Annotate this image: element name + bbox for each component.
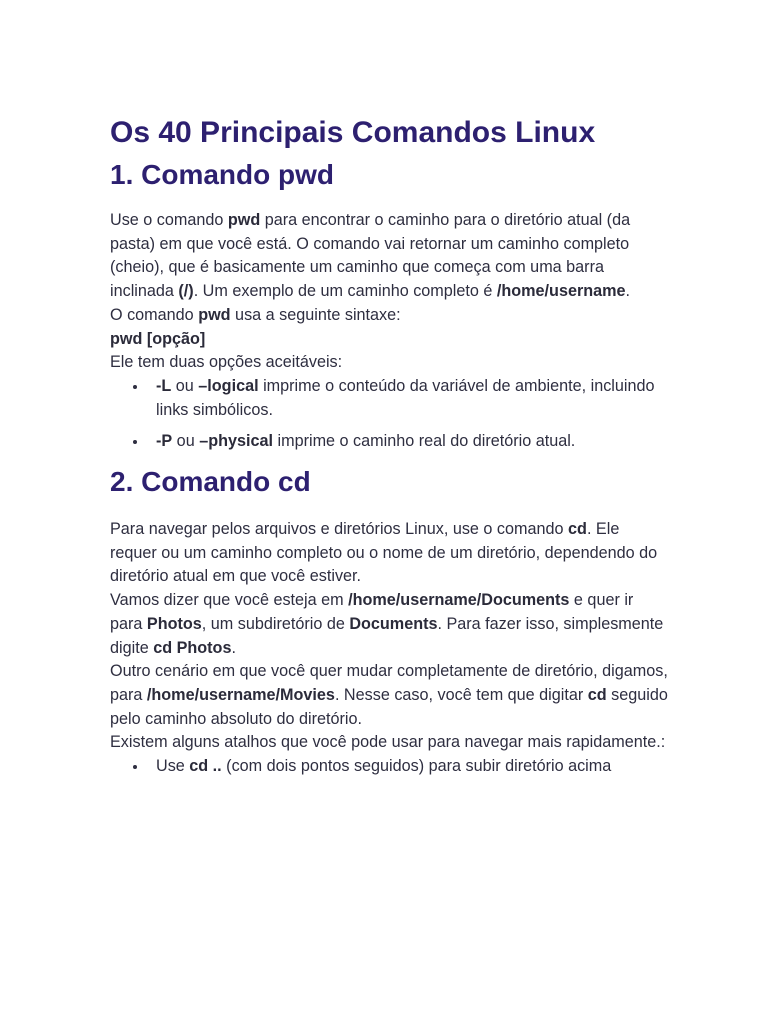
page-title: Os 40 Principais Comandos Linux	[110, 116, 596, 149]
pwd-command-term: pwd	[198, 305, 231, 324]
cd-intro-paragraph: Para navegar pelos arquivos e diretórios Linux, use o comando cd. Ele requer ou um caminho completo ou o nome de um diretório, dependendo do diretório atual em que você estiver.	[110, 520, 658, 586]
bullet-icon	[133, 385, 137, 389]
pwd-intro-paragraph: Use o comando pwd para encontrar o caminho para o diretório atual (da pasta) em que você está. O comando vai retornar um caminho completo (cheio), que é basicamente um caminho que começa com uma barra inclinada (/). Um exemplo de um caminho completo é /home/username.	[110, 211, 631, 301]
list-item: Use cd .. (com dois pontos seguidos) para subir diretório acima	[110, 755, 670, 779]
cd-shortcuts-list	[110, 755, 670, 779]
pwd-options-list	[110, 375, 670, 454]
cd-command-term: cd	[568, 520, 587, 539]
cd-example-paragraph: Vamos dizer que você esteja em /home/username/Documents e quer ir para Photos, um subdiretório de Documents. Para fazer isso, simplesmente digite cd Photos.	[110, 591, 664, 657]
list-item: -P ou –physical imprime o caminho real do diretório atual.	[110, 430, 670, 454]
section-cd-body	[110, 518, 670, 755]
pwd-syntax-line: pwd [opção]	[110, 329, 206, 348]
pwd-options-intro: Ele tem duas opções aceitáveis:	[110, 353, 343, 372]
section-heading-pwd: 1. Comando pwd	[110, 159, 334, 190]
document-page	[110, 111, 670, 787]
slash-term: (/)	[178, 282, 194, 301]
section-pwd-body	[110, 209, 670, 375]
cd-absolute-paragraph: Outro cenário em que você quer mudar completamente de diretório, digamos, para /home/username/Movies. Nesse caso, você tem que digitar cd seguido pelo caminho absoluto do diretório.	[110, 662, 668, 728]
bullet-icon	[133, 765, 137, 769]
pwd-command-term: pwd	[227, 211, 261, 229]
bullet-icon	[133, 440, 137, 444]
section-heading-cd: 2. Comando cd	[110, 466, 311, 498]
list-item: -L ou –logical imprime o conteúdo da variável de ambiente, incluindo links simbólicos.	[110, 375, 670, 422]
home-path-term: /home/username	[496, 282, 626, 301]
pwd-syntax-intro: O comando pwd usa a seguinte sintaxe:	[110, 305, 401, 324]
cd-shortcuts-intro: Existem alguns atalhos que você pode usar para navegar mais rapidamente.:	[110, 733, 666, 752]
